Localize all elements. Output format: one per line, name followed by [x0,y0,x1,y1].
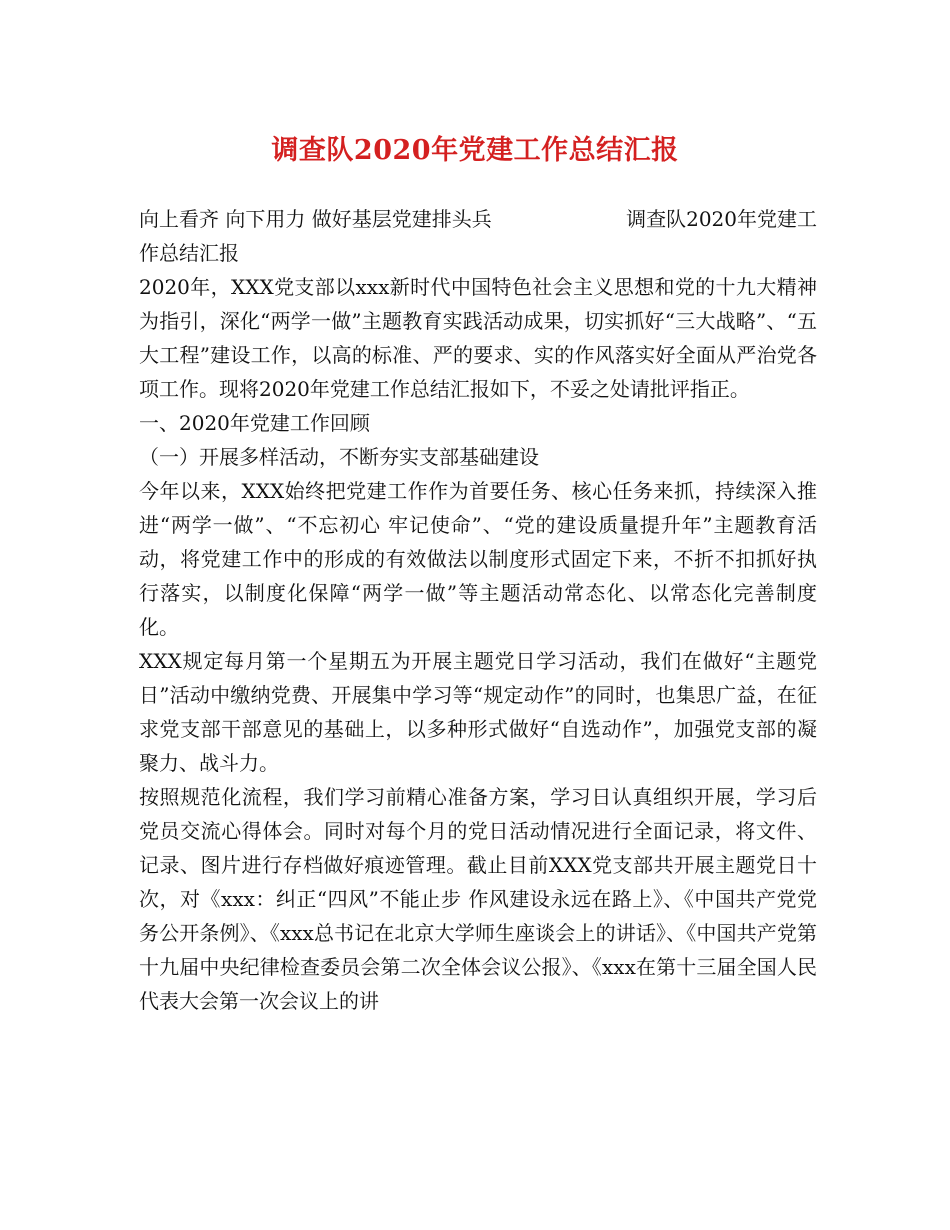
paragraph-process: 按照规范化流程，我们学习前精心准备方案，学习日认真组织开展，学习后党员交流心得体会。同时对每个月的党日活动情况进行全面记录，将文件、记录、图片进行存档做好痕迹管理。截止目前XXX党支部共开展主题党日十次，对《xxx：纠正“四风”不能止步 作风建设永远在路上》、《中国共产党党务公开条例》、《xxx总书记在北京大学师生座谈会上的讲话》、《中国共产党第十九届中央纪律检查委员会第二次全体会议公报》、《xxx在第十三届全国人民代表大会第一次会议上的讲 [139,785,817,1013]
subsection-heading: （一）开展多样活动，不断夯实支部基础建设 [139,445,539,469]
subtitle-wrap: 作总结汇报 [139,241,239,265]
paragraph-party-day: XXX规定每月第一个星期五为开展主题党日学习活动，我们在做好“主题党日”活动中缴纳党费、开展集中学习等“规定动作”的同时，也集思广益，在征求党支部干部意见的基础上，以多种形式做好“自选动作”，加强党支部的凝聚力、战斗力。 [139,649,817,775]
subtitle-left: 向上看齐 向下用力 做好基层党建排头兵 [139,207,492,231]
subtitle-line [139,202,817,236]
paragraph-activities: 今年以来，XXX始终把党建工作作为首要任务、核心任务来抓，持续深入推进“两学一做”、“不忘初心 牢记使命”、“党的建设质量提升年”主题教育活动，将党建工作中的形成的有效做法以制度形式固定下来，不折不扣抓好执行落实，以制度化保障“两学一做”等主题活动常态化、以常态化完善制度化。 [139,479,817,639]
section-heading: 一、2020年党建工作回顾 [139,411,370,435]
document-title: 调查队2020年党建工作总结汇报 [271,135,679,166]
paragraph-intro: 2020年，XXX党支部以xxx新时代中国特色社会主义思想和党的十九大精神为指引，深化“两学一做”主题教育实践活动成果，切实抓好“三大战略”、“五大工程”建设工作，以高的标准、严的要求、实的作风落实好全面从严治党各项工作。现将2020年党建工作总结汇报如下，不妥之处请批评指正。 [139,275,817,401]
subtitle-right: 调查队2020年党建工 [626,207,817,231]
document-body [139,202,817,1018]
